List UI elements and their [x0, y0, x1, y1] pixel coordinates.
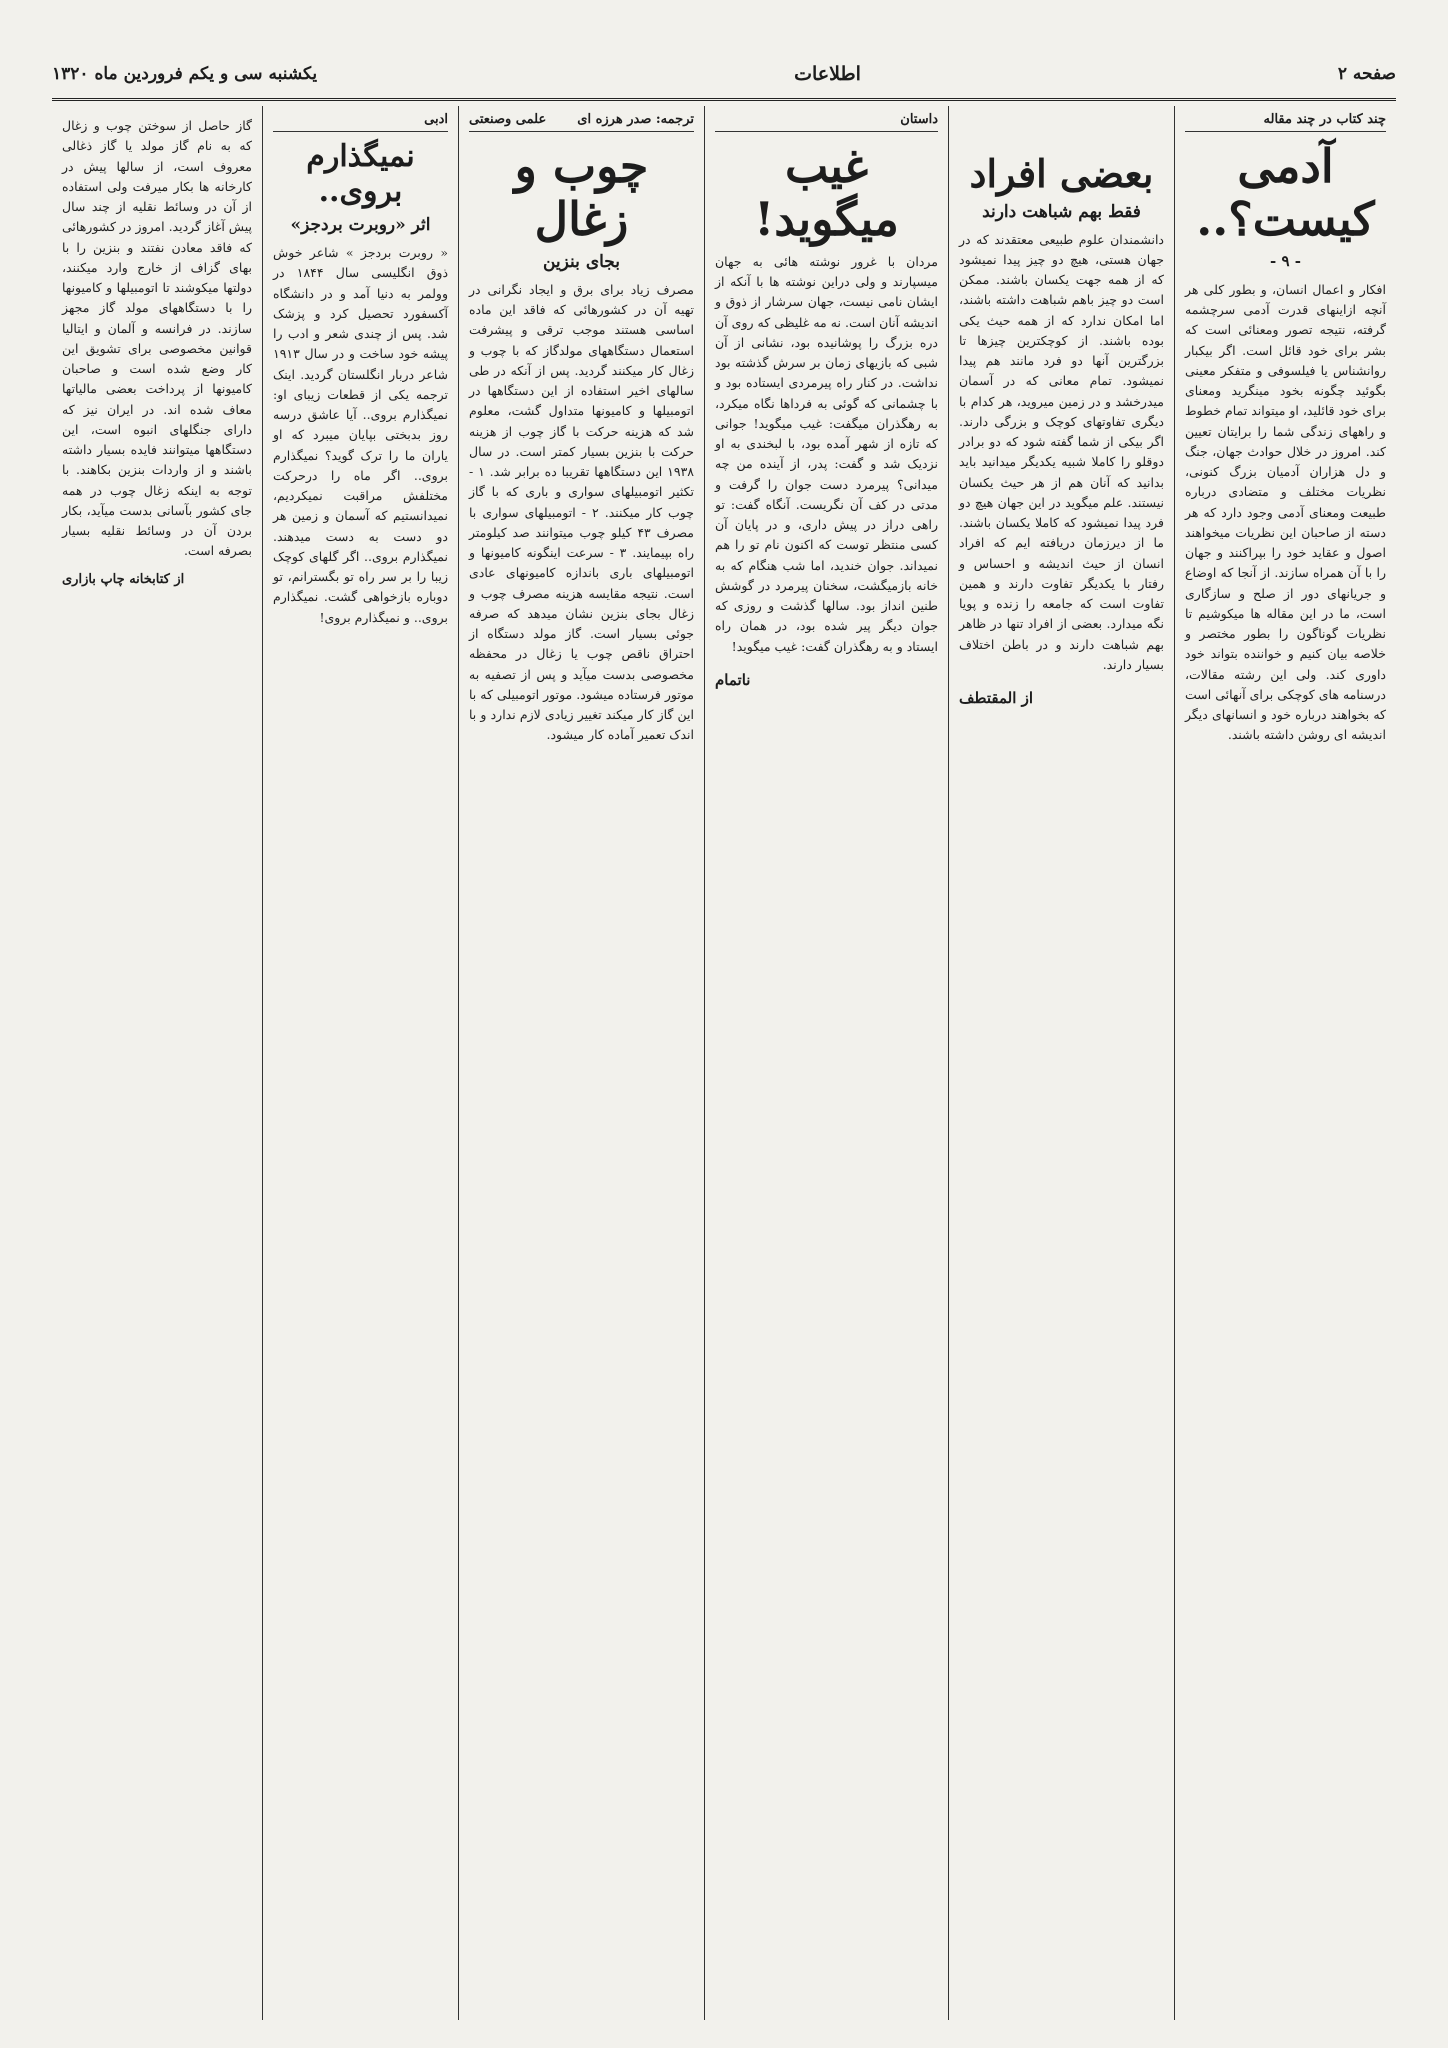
article-continued: ناتمام [715, 670, 751, 689]
article-title: نمیگذارم بروی.. [306, 139, 415, 209]
article-body: مصرف زیاد برای برق و ایجاد نگرانی در تهیه آن در کشورهائی که فاقد این ماده اساسی هستند موجب ترقی و پیشرفت استعمال دستگاههای مولدگاز که با چوب و زغال کار میکنند گردید. پس از آنکه در طی سالهای اخیر استفاده از این دستگاهها در اتومبیلها و کامیونها متداول گشت، معلوم شد که هزینه حرکت با گاز چوب از هزینه حرکت با بنزین بسیار کمتر است. در سال ۱۹۳۸ این دستگاهها تقریبا ده برابر شد. ۱ - تکثیر اتومبیلهای سواری و باری که با گاز چوب کار میکنند. ۲ - اتومبیلهای سواری با مصرف ۴۳ کیلو چوب میتوانند صد کیلومتر راه بپیمایند. ۳ - سرعت اینگونه کامیونها و اتومبیلهای باری باندازه کامیونهای عادی است. نتیجه مقایسه هزینه مصرف چوب و زغال بجای بنزین نشان میدهد که صرفه جوئی بسیار است. گاز مولد دستگاه از احتراق ناقص چوب یا زغال در محفظه مخصوصی بدست میآید و پس از تصفیه به موتور فرستاده میشود. موتور اتومبیلی که با این گاز کار میکند تغییر زیادی لازم ندارد و با اندک تعمیر آماده کار میشود. [469, 281, 694, 743]
column-kicker: ترجمه: صدر هرزه ای علمی وصنعتی [469, 112, 694, 132]
newspaper-page [52, 40, 1396, 2020]
article-body: افکار و اعمال انسان، و بطور کلی هر آنچه ازاینهای قدرت آدمی سرچشمه گرفته، نتیجه تصور ومعنائی است که بشر برای خود قائل است. اگر بیکبار روانشناس یا فیلسوفی و متفکر معینی بگوئید چگونه بخود مینگرید ومعنای برای خود قائلید، او میتواند تمام خطوط و راههای زندگی شما را برایتان تعیین کند. امروز در خلال حوادث جهان، جنگ و دل هزاران آدمیان بزرگ کنونی، نظریات مختلف و متضادی درباره طبیعت ومعنای آدمی وجود دارد که هر دسته از صاحبان این نظریات میخواهند اصول و عقاید خود را بپراکنند و جهان را با آن همراه سازند. از آنجا که اوضاع و جریانهای دور از صلح و سازگاری است، ما در این مقاله ها میکوشیم تا نظریات گوناگون را بطور مختصر و خلاصه بیان کنیم و خواننده بتواند خود داوری کند. ولی این رشته مقالات، درسنامه های کوچکی برای آنهائی است که بخواهند درباره خود و انسانهای دیگر اندیشه ای روشن داشته باشند. [1185, 281, 1386, 743]
article-body: گاز حاصل از سوختن چوب و زغال که به نام گاز مولد یا گاز ذغالی معروف است، از سالها پیش در کارخانه ها بکار میرفت ولی استفاده از آن در وسائط نقلیه از چند سال پیش آغاز گردید. امروز در کشورهائی که فاقد معادن نفتند و بنزین را با بهای گزاف از خارج وارد میکنند، دولتها میکوشند تا اتومبیلها و کامیونها را با دستگاههای مولد گاز مجهز سازند. در فرانسه و آلمان و ایتالیا قوانین مخصوصی برای تشویق این کار وضع شده است و صاحبان کامیونها از پرداخت بعضی مالیاتها معاف شده اند. در ایران نیز که دارای جنگلهای انبوه است، این دستگاهها میتوانند فایده بسیار داشته باشند و از واردات بنزین بکاهند. با توجه به اینکه زغال چوب در همه جای کشور بآسانی بدست میآید، بکار بردن آن در وسائط نقلیه بسیار بصرفه است. [62, 118, 252, 559]
article-body: مردان با غرور نوشته هائی به جهان میسپارند و ولی دراین نوشته ها با آنکه از ایشان نامی نیست، جهان سرشار از ذوق و اندیشه آنان است. نه مه غلیظی که روی آن دره بزرگ را پوشانیده بود، نشانی از آن شبی که بازیهای زمان بر سرش گذشته بود نداشت. در کنار راه پیرمردی ایستاده بود و با چشمانی که گوئی به فرداها نگاه میکرد، به رهگذران میگفت: غیب میگوید! جوانی که تازه از شهر آمده بود، با لبخندی به او نزدیک شد و گفت: پدر، از آینده من چه میدانی؟ پیرمرد دست جوان را گرفت و مدتی در کف آن نگریست. آنگاه گفت: تو راهی دراز در پیش داری، و در پایان آن کسی منتظر توست که اکنون نام تو را هم نمیداند. جوان خندید، اما شب هنگام که به خانه بازمیگشت، سخنان پیرمرد در گوشش طنین انداز بود. سالها گذشت و روزی که جوان دیگر پیر شده بود، در همان راه ایستاد و به رهگذران گفت: غیب میگوید! [715, 253, 938, 654]
article-title: آدمی کیست؟.. [1196, 139, 1375, 246]
article-subtitle: اثر «روبرت بردجز» [290, 215, 431, 235]
page-number: صفحه ۲ [1337, 64, 1396, 84]
paper-name: اطلاعات [794, 63, 861, 85]
column-literary [262, 106, 458, 2020]
column-adami [1174, 106, 1396, 2020]
article-body: « روبرت بردجز » شاعر خوش ذوق انگلیسی سال ۱۸۴۴ در وولمر به دنیا آمد و در دانشگاه آکسفورد تحصیل کرد و پزشک شد. پس از چندی شعر و ادب را پیشه خود ساخت و در سال ۱۹۱۳ شاعر دربار انگلستان گردید. اینک ترجمه یکی از قطعات زیبای او: نمیگذارم بروی.. آیا عاشق درسه روز بدبختی بپایان میبرد که او یاران ما را ترک گوید؟ نمیگذارم بروی.. اگر ماه را درحرکت مختلفش مراقبت نمیکردیم، نمیدانستیم که آسمان و زمین هر دو دست به دست میدهند. نمیگذارم بروی.. اگر گلهای کوچک زیبا را بر سر راه تو بگسترانم، تو دوباره بازخواهی گشت. نمیگذارم بروی.. و نمیگذارم بروی! [273, 245, 449, 625]
issue-date: یکشنبه سی و یکم فروردین ماه ۱۳۲۰ [52, 64, 318, 84]
column-gas [52, 106, 262, 2020]
article-title: چوب و زغال [514, 139, 649, 246]
printer-imprint: از کتابخانه چاپ بازاری [62, 571, 185, 587]
article-title: غیب میگوید! [754, 139, 899, 246]
column-kicker: داستان [715, 112, 938, 132]
column-story [704, 106, 948, 2020]
part-number: - ۹ - [1270, 251, 1301, 270]
article-source: از المقتطف [959, 689, 1033, 708]
column-kicker: ادبی [273, 112, 448, 132]
masthead [52, 54, 1396, 94]
article-body: دانشمندان علوم طبیعی معتقدند که در جهان هستی، هیچ دو چیز پیدا نمیشود که از همه جهت یکسان باشند. ممکن است دو چیز باهم شباهت داشته باشند، اما امکان ندارد که از همه حیث یکی بوده باشند. از کوچکترین چیزها تا بزرگترین آنها دو فرد مانند هم پیدا نمیشود. تمام معانی که در آسمان میدرخشد و در زمین میروید، هر کدام با دیگری تفاوتهای کوچک و بزرگی دارند. اگر بیکی از شما گفته شود که دو برادر دوقلو را کاملا شبیه یکدیگر میدانید باید بدانید که آنان هم از هر حیث یکسان نیستند. علم میگوید در این جهان هیچ دو فرد پیدا نمیشود که کاملا یکسان باشند. ما از دیرزمان دریافته ایم که افراد انسان از حیث اندیشه و احساس و رفتار با یکدیگر تفاوت دارند و همین تفاوت است که جامعه را زنده و پویا نگه میدارد. بعضی از افراد تنها در ظاهر بهم شباهت دارند و در باطن اختلاف بسیار دارند. [959, 231, 1164, 672]
column-afrad [948, 106, 1174, 2020]
column-science [458, 106, 704, 2020]
article-title: بعضی افراد [969, 151, 1154, 196]
article-subtitle: فقط بهم شباهت دارند [982, 201, 1141, 222]
article-subtitle: بجای بنزین [542, 251, 621, 272]
masthead-rule [52, 98, 1396, 101]
columns [52, 106, 1396, 2020]
column-kicker: چند کتاب در چند مقاله [1185, 112, 1386, 132]
